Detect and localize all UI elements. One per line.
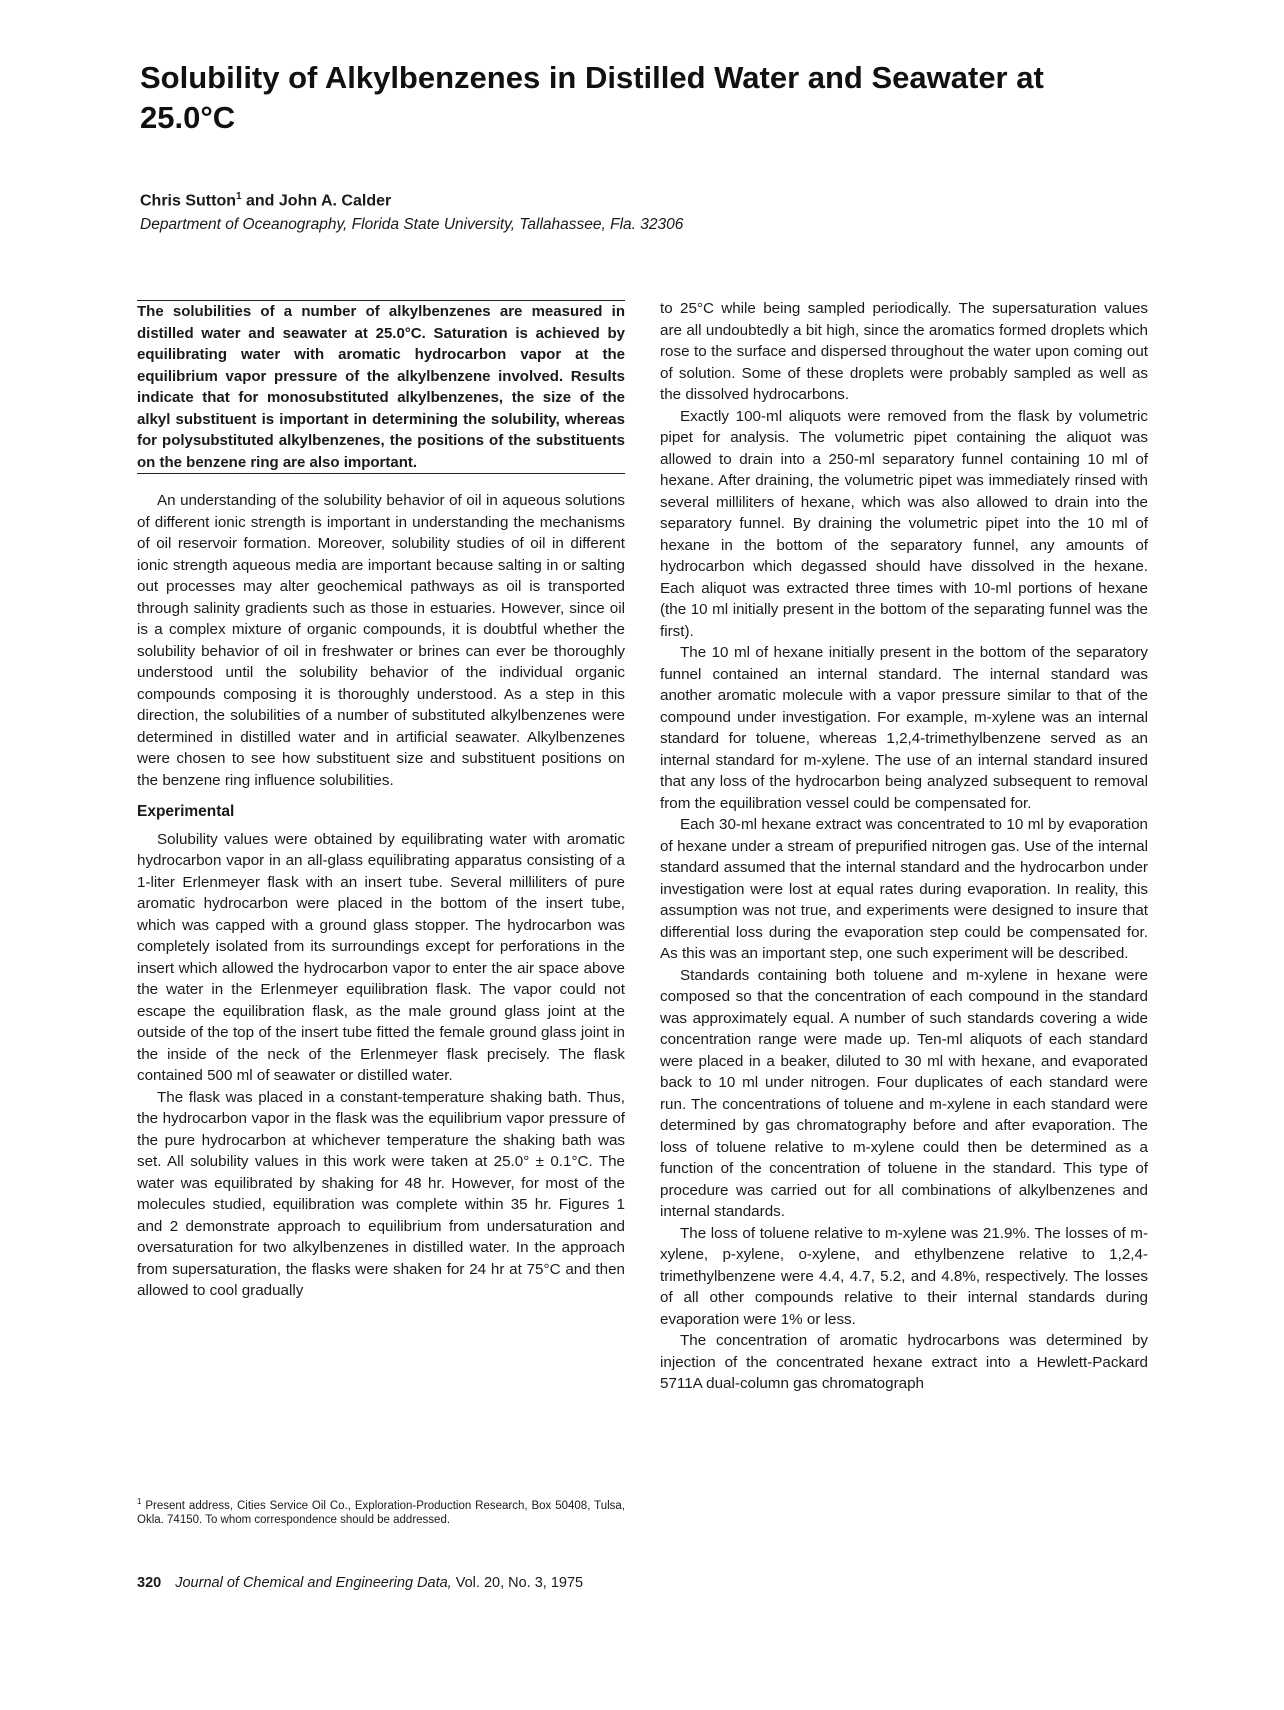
page-footer — [137, 1575, 583, 1591]
intro-paragraph: An understanding of the solubility behavior of oil in aqueous solutions of different ionic strength is important in understanding the mechanisms of oil reservoir formation. Moreover, solubility studies of oil in different ionic strength aqueous media are important because salting in or salting out processes may alter geochemical pathways as oil is transported through salinity gradients such as those in estuaries. However, since oil is a complex mixture of organic compounds, it is doubtful whether the solubility behavior of oil in freshwater or brines can ever be thoroughly understood until the solubility behavior of the individual organic compounds composing it is thoroughly understood. As a step in this direction, the solubilities of a number of substituted alkylbenzenes were determined in distilled water and in artificial seawater. Alkylbenzenes were chosen to see how substituent size and substituent positions on the benzene ring influence solubilities. — [137, 492, 625, 789]
footnote-mark: 1 — [236, 191, 242, 202]
paper-title: Solubility of Alkylbenzenes in Distilled Water and Seawater at 25.0°C — [140, 60, 1044, 135]
right-column — [660, 298, 1148, 1395]
abstract: The solubilities of a number of alkylbenzenes are measured in distilled water and seawater at 25.0°C. Saturation is achieved by equilibrating water with aromatic hydrocarbon vapor at the equilibrium vapor pressure of the alkylbenzene involved. Results indicate that for monosubstituted alkylbenzenes, the size of the alkyl substituent is important in determining the solubility, whereas for polysubstituted alkylbenzenes, the positions of the substituents on the benzene ring are also important. — [137, 303, 625, 471]
author-line — [140, 191, 391, 210]
body-paragraph: Each 30-ml hexane extract was concentrated to 10 ml by evaporation of hexane under a stream of prepurified nitrogen gas. Use of the internal standard assumed that the internal standard and the hydrocarbon under investigation were lost at equal rates during evaporation. In reality, this assumption was not true, and experiments were designed to insure that differential loss during the evaporation step could be compensated for. As this was an important step, one such experiment will be described. — [660, 816, 1148, 962]
footnote — [137, 1495, 625, 1527]
journal-volume: Vol. 20, No. 3, 1975 — [451, 1575, 584, 1591]
footnote-text: Present address, Cities Service Oil Co., Exploration-Production Research, Box 50408, Tulsa, Okla. 74150. To whom correspondence should be addressed. — [137, 1499, 625, 1526]
footnote-mark: 1 — [137, 1497, 142, 1506]
body-paragraph: Standards containing both toluene and m-xylene in hexane were composed so that the concentration of each compound in the standard was approximately equal. A number of such standards covering a wide concentration range were made up. Ten-ml aliquots of each standard were placed in a beaker, diluted to 30 ml with hexane, and evaporated back to 10 ml under nitrogen. Four duplicates of each standard were run. The concentrations of toluene and m-xylene in each standard were determined by gas chromatography before and after evaporation. The loss of toluene relative to m-xylene could then be determined as a function of the concentration of toluene in the standard. This type of procedure was carried out for all combinations of alkylbenzenes and internal standards. — [660, 966, 1148, 1220]
body-paragraph: Exactly 100-ml aliquots were removed from the flask by volumetric pipet for analysis. The volumetric pipet containing the aliquot was allowed to drain into a 250-ml separatory funnel containing 10 ml of hexane. After draining, the volumetric pipet was immediately rinsed with several milliliters of hexane, which was also allowed to drain into the separatory funnel. By draining the volumetric pipet into the 10 ml of hexane in the bottom of the separatory funnel, any amounts of hydrocarbon which degassed should have dissolved in the hexane. Each aliquot was extracted three times with 10-ml portions of hexane (the 10 ml initially present in the bottom of the separating funnel was the first). — [660, 407, 1148, 640]
body-paragraph: The loss of toluene relative to m-xylene was 21.9%. The losses of m-xylene, p-xylene, o-xylene, and ethylbenzene relative to 1,2,4-trimethylbenzene were 4.4, 4.7, 5.2, and 4.8%, respectively. The losses of all other compounds relative to their internal standards during evaporation were 1% or less. — [660, 1224, 1148, 1328]
author-name: Chris Sutton — [140, 192, 236, 210]
body-paragraph: The 10 ml of hexane initially present in the bottom of the separatory funnel contained an internal standard. The internal standard was another aromatic molecule with a vapor pressure similar to that of the compound under investigation. For example, m-xylene was an internal standard for toluene, whereas 1,2,4-trimethylbenzene served as an internal standard for m-xylene. The use of an internal standard insured that any loss of the hydrocarbon being analyzed subsequent to removal from the equilibration vessel could be compensated for. — [660, 644, 1148, 812]
body-paragraph: The flask was placed in a constant-temperature shaking bath. Thus, the hydrocarbon vapor in the flask was the equilibrium vapor pressure of the pure hydrocarbon at whichever temperature the shaking bath was set. All solubility values in this work were taken at 25.0° ± 0.1°C. The water was equilibrated by shaking for 48 hr. However, for most of the molecules studied, equilibration was complete within 35 hr. Figures 1 and 2 demonstrate approach to equilibrium from undersaturation and oversaturation for two alkylbenzenes in distilled water. In the approach from supersaturation, the flasks were shaken for 24 hr at 75°C and then allowed to cool gradually — [137, 1088, 625, 1299]
affiliation: Department of Oceanography, Florida State University, Tallahassee, Fla. 32306 — [140, 216, 684, 233]
body-paragraph: Solubility values were obtained by equilibrating water with aromatic hydrocarbon vapor in an all-glass equilibrating apparatus consisting of a 1-liter Erlenmeyer flask with an insert tube. Several milliliters of pure aromatic hydrocarbon were placed in the bottom of the insert tube, which was capped with a ground glass stopper. The hydrocarbon was completely isolated from its surroundings except for perforations in the insert which allowed the hydrocarbon vapor to enter the air space above the water in the Erlenmeyer equilibration flask. The vapor could not escape the equilibration flask, as the male ground glass joint at the outside of the top of the insert tube fitted the female ground glass joint in the inside of the neck of the Erlenmeyer flask precisely. The flask contained 500 ml of seawater or distilled water. — [137, 830, 625, 1084]
section-heading: Experimental — [137, 803, 235, 820]
body-paragraph: to 25°C while being sampled periodically. The supersaturation values are all undoubtedly a bit high, since the aromatics formed droplets which rose to the surface and dispersed throughout the water upon coming out of solution. Some of these droplets were probably sampled as well as the dissolved hydrocarbons. — [660, 300, 1148, 403]
left-column — [137, 300, 625, 1302]
page-number: 320 — [137, 1575, 162, 1591]
body-paragraph: The concentration of aromatic hydrocarbons was determined by injection of the concentrated hexane extract into a Hewlett-Packard 5711A dual-column gas chromatograph — [660, 1332, 1148, 1392]
author-name: and John A. Calder — [241, 192, 392, 210]
abstract-bottom-rule — [137, 473, 625, 474]
journal-name: Journal of Chemical and Engineering Data, — [175, 1575, 452, 1591]
